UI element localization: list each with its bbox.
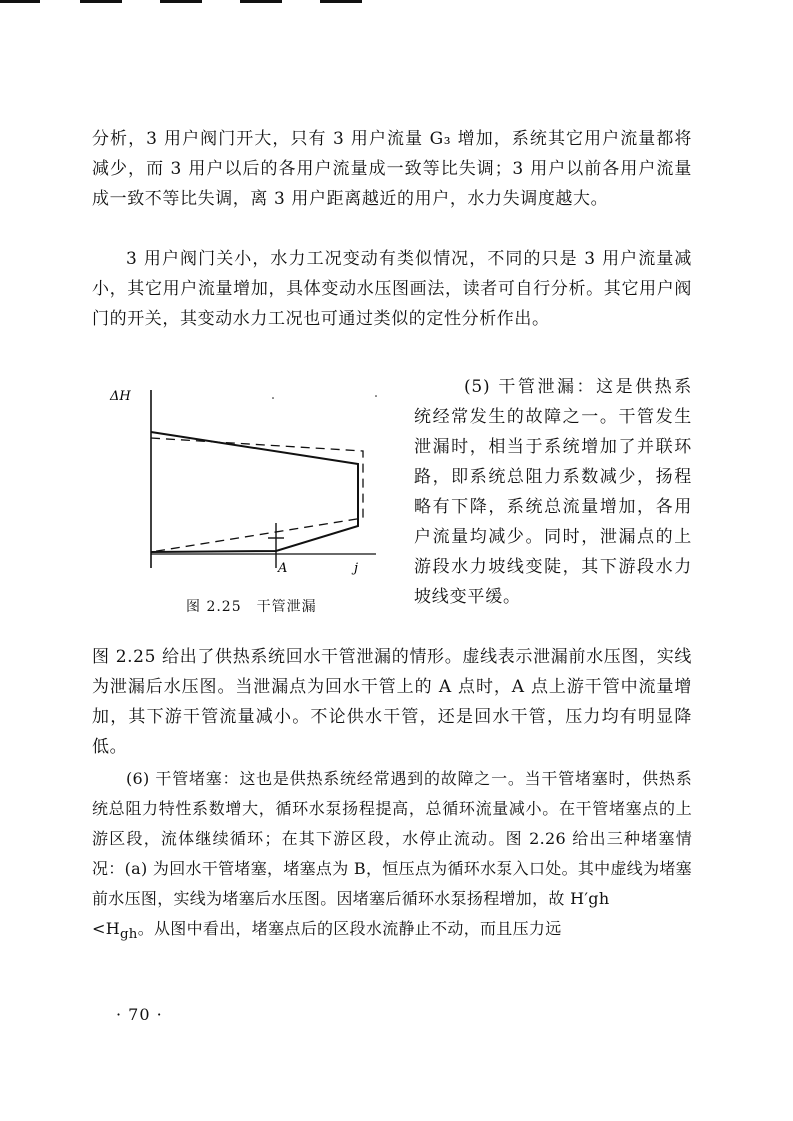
header-rule-4 xyxy=(240,0,282,3)
paragraph-4 xyxy=(92,764,692,950)
subscript-gh: gh xyxy=(119,927,138,943)
paragraph-2: 3 用户阀门关小，水力工况变动有类似情况，不同的只是 3 用户流量减小，其它用户流量增加，具体变动水压图画法，读者可自行分析。其它用户阀门的开关，其变动水力工况也可通过类似的定性分析作出。 xyxy=(92,249,692,329)
after-leak-line xyxy=(151,432,358,552)
paragraph-1: 分析，3 用户阀门开大，只有 3 用户流量 G₃ 增加，系统其它用户流量都将减少，而 3 用户以后的各用户流量成一致等比失调；3 用户以前各用户流量成一致不等比失调，离 3 用户距离越近的用户，水力失调度越大。 xyxy=(92,129,692,209)
point-a-label: A xyxy=(278,561,288,576)
page-number: · 70 · xyxy=(116,1005,163,1024)
y-axis-label: ΔH xyxy=(110,389,131,404)
figure-2-25 xyxy=(108,378,388,582)
paragraph-4-end: 。从图中看出，堵塞点后的区段水流静止不动，而且压力远 xyxy=(137,919,562,938)
pressure-diagram xyxy=(108,378,388,578)
figure-caption: 图 2.25 干管泄漏 xyxy=(186,599,317,615)
header-rule-1 xyxy=(0,0,40,3)
lt-symbol: <H xyxy=(92,919,120,938)
paragraph-4-body: (6) 干管堵塞：这也是供热系统经常遇到的故障之一。当干管堵塞时，供热系统总阻力特性系数增大，循环水泵扬程提高，总循环流量减小。在干管堵塞点的上游区段，流体继续循环；在其下游区段，水停止流动。图 2.26 给出三种堵塞情况：(a) 为回水干管堵塞，堵塞点为 B，恒压点为循环水泵入口处。其中虚线为堵塞前水压图，实线为堵塞后水压图。因堵塞后循环水泵扬程增加，故 H′gh xyxy=(92,769,692,908)
paragraph-3-continued: 图 2.25 给出了供热系统回水干管泄漏的情形。虚线表示泄漏前水压图，实线为泄漏后水压图。当泄漏点为回水干管上的 A 点时，A 点上游干管中流量增加，其下游干管流量减小。不论供水干管，还是回水干管，压力均有明显降低。 xyxy=(92,647,692,757)
paragraph-3-side: (5) 干管泄漏：这是供热系统经常发生的故障之一。干管发生泄漏时，相当于系统增加了并联环路，即系统总阻力系数减少，扬程略有下降，系统总流量增加，各用户流量均减少。同时，泄漏点的上游段水力坡线变陡，其下游段水力坡线变平缓。 xyxy=(414,377,692,607)
header-rule-3 xyxy=(160,0,202,3)
point-j-label: j xyxy=(354,561,359,576)
header-rule-2 xyxy=(80,0,122,3)
header-rule-5 xyxy=(320,0,362,3)
